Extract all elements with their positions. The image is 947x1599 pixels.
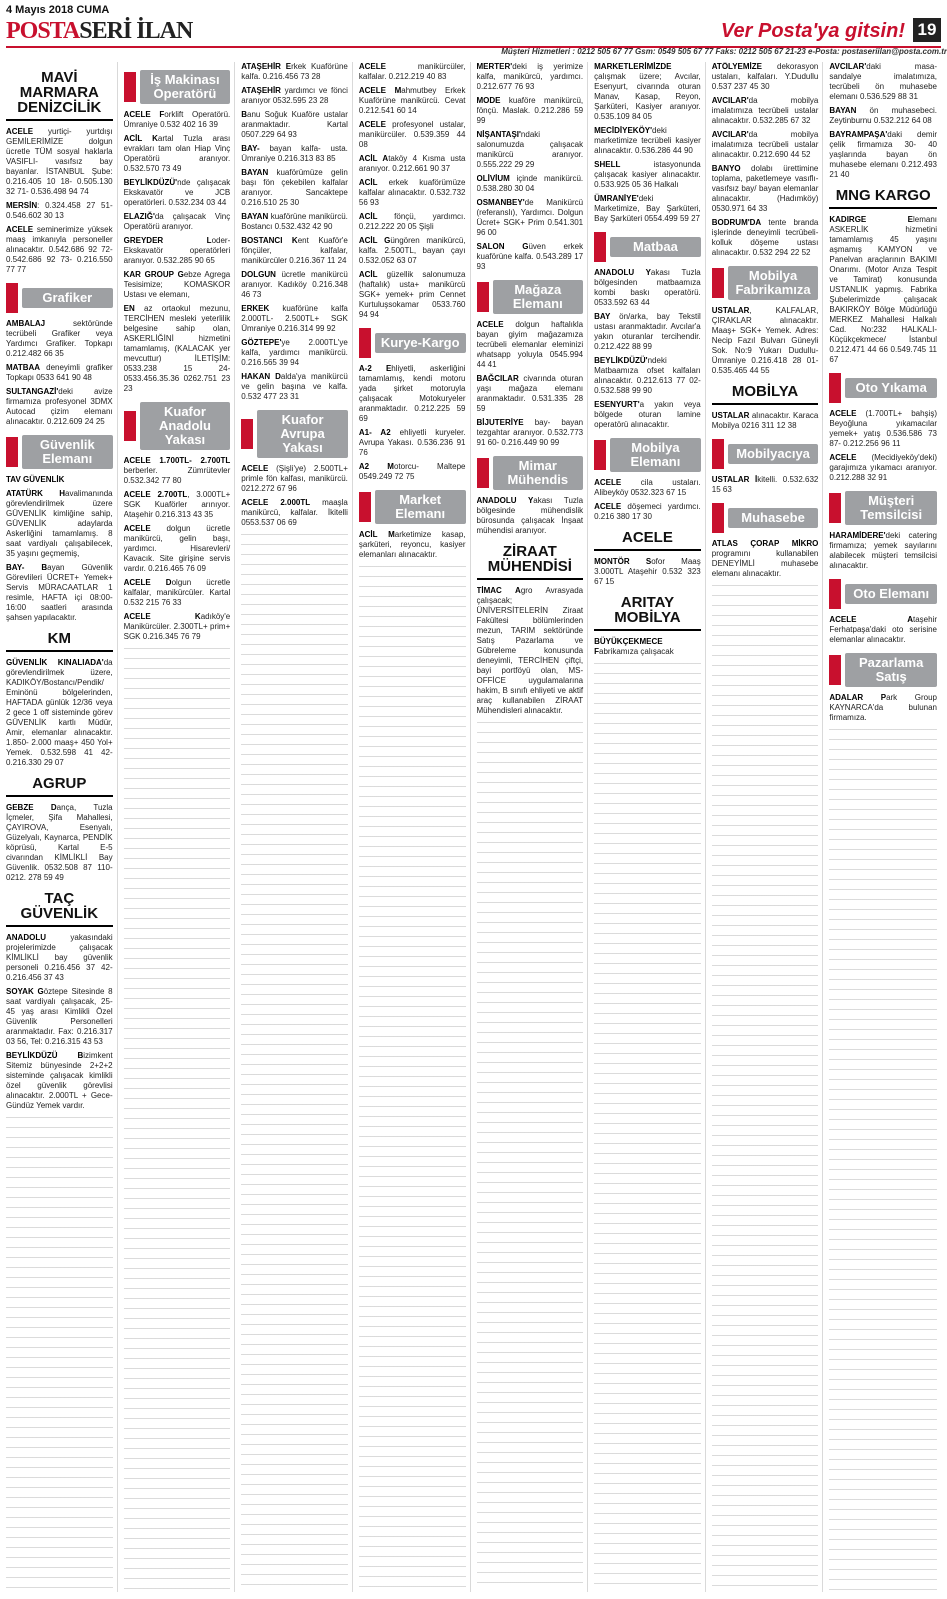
classified-ad: MONTÖR Sofor Maaş 3.000TL Ataşehir 0.532 323 67 15 bbox=[594, 557, 701, 586]
classified-ad: GREYDER Loder- Ekskavatör operatörleri aranıyor. 0.532.285 90 65 bbox=[123, 236, 231, 265]
category-label: Grafiker bbox=[22, 288, 113, 308]
classified-ad: ACELE yurtiçi- yurtdışı GEMİLERİMİZE dolgun ücretle TÜM sosyal haklarla VASIFLI- vasıfsız bay bayanlar. İSTANBUL Şube: 0.216.405 10 18- 0.505.130 32 71- 0.536.498 94 74 bbox=[6, 127, 113, 196]
category-heading bbox=[359, 490, 466, 524]
category-label: Güvenlik Elemanı bbox=[22, 435, 113, 469]
classified-ad: ANADOLU Yakası Tuzla bölgesinden matbaamıza kombi baskı operatörü. 0533.592 63 44 bbox=[594, 268, 701, 307]
classified-ad: ACELE profesyonel ustalar, manikürcüler. 0.539.359 44 08 bbox=[358, 120, 466, 149]
category-heading bbox=[712, 266, 819, 300]
category-marker-icon bbox=[829, 373, 841, 403]
category-heading bbox=[124, 70, 231, 104]
classified-ad: ACELE dolgun haftalıkla bayan giyim mağazamıza tecrübeli elemanlar eleminizi whatsapp yoluyla 0545.994 44 41 bbox=[476, 320, 584, 369]
classified-ad: BOSTANCI Kent Kuaför'e fönçüler, kalfalar, manikürcüler 0.216.367 11 24 bbox=[241, 236, 348, 265]
classified-ad: USTALAR, KALFALAR, ÇIRAKLAR alınacaktır. Maaş+ SGK+ Yemek. Adres: Necip Fazıl Bulvarı Güneyli Sok. No:9 Yukarı Dudullu- Ümraniye 0.216.418 28 01- 0.535.465 44 55 bbox=[711, 306, 819, 375]
section-heading: AGRUP bbox=[6, 772, 113, 797]
classified-ad: MERSİN: 0.324.458 27 51- 0.546.602 30 13 bbox=[6, 201, 113, 220]
category-heading bbox=[712, 503, 819, 533]
category-marker-icon bbox=[359, 328, 371, 358]
category-label: Muhasebe bbox=[728, 508, 819, 528]
classified-ad: ATAŞEHİR Erkek Kuaförüne kalfa. 0.216.456 73 28 bbox=[241, 62, 348, 81]
classified-ad: TİMAC Agro Avrasyada çalışacak; ÜNİVERSİTELERİN Ziraat Fakültesi bölümlerinden mezun, TARIM sektöründe Satış Pazarlama ve Gübreleme konusunda deneyimli, TERCİHEN çiftçi, bayi portföyü olan, MS-OFFİCE uygulamalarına hakim, B sınıfı ehliyeti ve aktif araç kullanabilen ZİRAAT Mühendisleri alınacaktır. bbox=[476, 586, 584, 715]
classified-ad: Banu Soğuk Kuaföre ustalar aranmaktadır. Kartal 0507.229 64 93 bbox=[241, 110, 348, 139]
category-heading bbox=[829, 579, 937, 609]
category-label: Matbaa bbox=[610, 237, 701, 257]
classified-ad: GEBZE Dança, Tuzla İçmeler, Şifa Mahallesi, ÇAYIROVA, Esenyalı, Güzelyalı, Kaynarca, PENDİK köprüsü, Kartal E-5 civarından KİMLİKLİ Bay Güvenlik. 0532.508 87 110- 0212. 278 59 49 bbox=[6, 803, 113, 882]
classified-ad: BEYLİKDÜZÜ Bizimkent Sitemiz bünyesinde 2+2+2 sisteminde çalışacak kimlikli özel güvenlik görevlisi alınacaktır. 2.000TL + Gece- Gündüz Yemek vardır. bbox=[6, 1051, 113, 1110]
category-heading bbox=[6, 435, 113, 469]
classified-ad: BEYLİKDÜZÜ'ndeki Matbaamıza ofset kalfaları alınacaktır. 0.212.613 77 02- 0.532.588 99 90 bbox=[594, 356, 701, 395]
classified-ad: BAYRAMPAŞA'daki demir çelik firmamıza 30- 40 yaşlarında bayan ön muhasebe elemanı 0.212.493 21 40 bbox=[829, 130, 937, 179]
classified-columns bbox=[6, 62, 941, 1592]
category-marker-icon bbox=[712, 439, 724, 469]
category-marker-icon bbox=[829, 655, 841, 685]
category-marker-icon bbox=[124, 72, 136, 102]
classified-ad: ACELE Forklift Operatörü. Ümraniye 0.532 402 16 39 bbox=[123, 110, 231, 129]
classified-ad: ATÖLYEMİZE dekorasyon ustaları, kalfaları. Y.Dudullu 0.537 237 45 30 bbox=[711, 62, 819, 91]
classified-ad: ACİL Güngören manikürcü, kalfa. 2.500TL, bayan çayı 0.532.052 63 07 bbox=[358, 236, 466, 265]
category-marker-icon bbox=[594, 232, 606, 262]
category-label: Kuafor Avrupa Yakası bbox=[257, 410, 348, 458]
category-heading bbox=[829, 653, 937, 687]
remaining-ad-text bbox=[594, 663, 701, 1592]
classified-ad: AMBALAJ sektöründe tecrübeli Grafiker veya Yardımcı Grafiker. Topkapı 0.212.482 66 35 bbox=[6, 319, 113, 358]
section-heading: MOBİLYA bbox=[712, 380, 819, 405]
classified-ad: AVCILAR'da mobilya imalatımıza tecrübeli ustalar alınacaktır. 0.532.285 67 32 bbox=[711, 96, 819, 125]
classified-ad: DOLGUN ücretle manikürcü aranıyor. Kadıköy 0.216.348 46 73 bbox=[241, 270, 348, 299]
classified-ad: USTALAR İkitelli. 0.532.632 15 63 bbox=[711, 475, 819, 494]
classified-ad: KADIRGE Elemanı ASKERLİK hizmetini tamamlamış 45 yaşını aşmamış KAMYON ve Panelvan araçlarının BAKIMI Onarımı. (Motor Arıza Tespit ve Tamirat) konusunda USTANLIK yapmış. Fabrika Şubelerimizde çalışacak BAKIRKÖY Bölge Müdürlüğü MERKEZ Mahallesi Halkalı Cad. No:232 HALKALI- Küçükçekmece/ İstanbul 0.212.471 44 66 0.549.745 11 67 bbox=[829, 215, 937, 364]
classified-ad: ACELE Kadıköy'e Manikürcüler. 2.300TL+ prim+ SGK 0.216.345 76 79 bbox=[123, 612, 231, 641]
category-label: Mobilya Fabrikamıza bbox=[728, 266, 819, 300]
classified-ad: MARKETLERİMİZDE çalışmak üzere; Avcılar, Esenyurt, civarında oturan Manav, Kasap, Reyon, Şarküteri, Kasiyer aranıyor. 0.535.109 84 05 bbox=[594, 62, 701, 121]
classified-ad: MODE kuaföre manikürcü, fönçü. Maslak. 0.212.286 59 99 bbox=[476, 96, 584, 125]
classified-ad: BİJUTERİYE bay- bayan tezgahtar aranıyor. 0.532.773 91 60- 0.216.449 90 99 bbox=[476, 418, 584, 447]
classified-ad: ACİL Marketimize kasap, şarküteri, reyoncu, kasiyer elemanları alınacaktır. bbox=[358, 530, 466, 559]
section-heading: MNG KARGO bbox=[829, 184, 937, 209]
category-marker-icon bbox=[829, 579, 841, 609]
category-label: Kuafor Anadolu Yakası bbox=[140, 402, 231, 450]
classified-ad: USTALAR alınacaktır. Karaca Mobilya 0216 311 12 38 bbox=[711, 411, 819, 430]
classified-ad: AVCILAR'da mobilya imalatımıza tecrübeli ustalar alınacaktır. 0.212.690 44 52 bbox=[711, 130, 819, 159]
classified-ad: ANADOLU yakasındaki projelerimizde çalışacak KİMLİKLİ bay güvenlik personeli 0.216.456 37 42- 0.216.456 37 43 bbox=[6, 933, 113, 982]
classified-ad: NİŞANTAŞI'ndaki salonumuzda çalışacak manikürcü aranıyor. 0.555.222 29 29 bbox=[476, 130, 584, 169]
category-marker-icon bbox=[477, 282, 489, 312]
classified-ad: ACELE Dolgun ücretle kalfalar, manikürcüler. Kartal 0.532 215 76 33 bbox=[123, 578, 231, 607]
category-marker-icon bbox=[594, 440, 606, 470]
classified-ad: GÜVENLİK KINALIADA'da görevlendirilmek üzere, KADIKÖY/Bostancı/Pendik/ Eminönü bölgelerinden, HAFTADA günlük 12/36 veya 2 gece 1 off sisteminde görev GÜVENLİK kartlı Müdür, Amir, elemanlar alınacaktır. 1.850- 2.000 maaş+ 450 Yol+ Yemek. 0.532.598 41 42- 0.216.330 29 07 bbox=[6, 658, 113, 767]
classified-ad: ACİL erkek kuaförümüze kalfalar alınacaktır. 0.532.732 56 93 bbox=[358, 178, 466, 207]
classified-ad: ACELE cila ustaları. Alibeyköy 0532.323 67 15 bbox=[594, 478, 701, 497]
classified-ad: ACELE Ataşehir Ferhatpaşa'daki oto serisine elemanlar alınacaktır. bbox=[829, 615, 937, 644]
classified-ad: ADALAR Park Group KAYNARCA'da bulunan firmamıza. bbox=[829, 693, 937, 722]
remaining-ad-text bbox=[6, 1117, 113, 1592]
section-heading: ZİRAAT MÜHENDİSİ bbox=[477, 540, 584, 580]
category-marker-icon bbox=[6, 283, 18, 313]
category-label: Müşteri Temsilcisi bbox=[845, 491, 937, 525]
ad-column bbox=[359, 62, 471, 1592]
classified-ad: ACELE 1.700TL- 2.700TL berberler. Zümrütevler 0.532.342 77 80 bbox=[123, 456, 231, 485]
ad-column bbox=[594, 62, 706, 1592]
classified-ad: ACELE (1.700TL+ bahşiş) Beyoğluna yıkamacılar yemek+ yatış 0.536.586 73 87- 0.212.256 96 11 bbox=[829, 409, 937, 448]
category-marker-icon bbox=[6, 437, 18, 467]
classified-ad: MERTER'deki iş yerimize kalfa, manikürcü, yardımcı. 0.212.677 76 93 bbox=[476, 62, 584, 91]
category-label: İş Makinası Operatörü bbox=[140, 70, 231, 104]
logo-posta-text: POSTA bbox=[6, 18, 80, 44]
classified-ad: BAY ön/arka, bay Tekstil ustası aranmaktadır. Avcılar'a yakın oturanlar tercihendir. 0.212.422 88 99 bbox=[594, 312, 701, 351]
category-heading bbox=[594, 232, 701, 262]
classified-ad: ERKEK kuaförüne kalfa 2.000TL- 2.500TL+ SGK Ümraniye 0.216.314 99 92 bbox=[241, 304, 348, 333]
ad-column bbox=[124, 62, 236, 1592]
category-marker-icon bbox=[712, 268, 724, 298]
classified-ad: ACELE dolgun ücretle manikürcü, gelin başı, yardımcı. Hisarevleri/ Kavacık. Site girişine servis vardır. 0.216.465 76 09 bbox=[123, 524, 231, 573]
classified-ad: EN az ortaokul mezunu, TERCİHEN mesleki yeterlilik belgesine sahip olan, ASKERLİĞİNİ hizmetini tamamlamış, (KALACAK yer mevcuttur) İLETİŞİM: 0533.238 15 24- 0533.456.35.36 0262.751 23 23 bbox=[123, 304, 231, 393]
classified-ad: ACELE manikürcüler, kalfalar. 0.212.219 40 83 bbox=[358, 62, 466, 81]
classified-ad: BEYLİKDÜZÜ'nde çalışacak Ekskavatör ve JCB operatörleri. 0.532.234 03 44 bbox=[123, 178, 231, 207]
ad-column bbox=[477, 62, 589, 1592]
classified-ad: BAYAN kuaförüne manikürcü. Bostancı 0.532.432 42 90 bbox=[241, 212, 348, 231]
classified-ad: OLİVİUM içinde manikürcü. 0.538.280 30 04 bbox=[476, 174, 584, 193]
logo-seri-ilan-text: SERİ İLAN bbox=[79, 18, 193, 44]
classified-ad: ELAZIĞ'da çalışacak Vinç Operatörü aranıyor. bbox=[123, 212, 231, 231]
category-label: Oto Yıkama bbox=[845, 378, 937, 398]
category-marker-icon bbox=[241, 419, 253, 449]
classified-ad: MATBAA deneyimli grafiker Topkapı 0533 641 90 48 bbox=[6, 363, 113, 382]
ad-column bbox=[829, 62, 941, 1592]
category-heading bbox=[594, 438, 701, 472]
classified-ad: ESENYURT'a yakın veya bölgede oturan lamine operatörü alınacaktır. bbox=[594, 400, 701, 429]
customer-service-contact: Müşteri Hizmetleri : 0212 505 67 77 Gsm: 0549 505 67 77 Faks: 0212 505 67 21-23 e-Posta: postaseriilan@posta.com.tr bbox=[501, 47, 947, 56]
classified-ad: BAY- bayan kalfa- usta. Ümraniye 0.216.313 83 85 bbox=[241, 144, 348, 163]
category-label: Pazarlama Satış bbox=[845, 653, 937, 687]
category-marker-icon bbox=[829, 493, 841, 523]
classified-ad: ACİL fönçü, yardımcı. 0.212.222 20 05 Şişli bbox=[358, 212, 466, 231]
category-heading bbox=[829, 491, 937, 525]
classified-ad: SALON Güven erkek kuaförüne kalfa. 0.543.289 17 93 bbox=[476, 242, 584, 271]
classified-ad: ACELE 2.000TL maaşla manikürcü, kalfalar. İkitelli 0553.537 06 69 bbox=[241, 498, 348, 527]
classified-ad: ACELE (Şişli'ye) 2.500TL+ primle fön kalfası, manikürcü. 0212.272 67 96 bbox=[241, 464, 348, 493]
classified-ad: ANADOLU Yakası Tuzla bölgesinde mühendislik bürosunda çalışacak İnşaat mühendisi aranıyor. bbox=[476, 496, 584, 535]
classified-ad: OSMANBEY'de Manikürcü (referanslı), Yardımcı. Dolgun Ücret+ SGK+ Prim 0.541.301 96 00 bbox=[476, 198, 584, 237]
remaining-ad-text bbox=[241, 534, 348, 1592]
section-heading: ARITAY MOBİLYA bbox=[594, 591, 701, 631]
classified-ad: SHELL istasyonunda çalışacak kasiyer alınacaktır. 0.533.925 05 36 Halkalı bbox=[594, 160, 701, 189]
classified-ad: MECİDİYEKÖY'deki marketimize tecrübeli kasiyer alınacaktır. 0.536.286 44 90 bbox=[594, 126, 701, 155]
remaining-ad-text bbox=[124, 648, 231, 1592]
category-label: Mağaza Elemanı bbox=[493, 280, 584, 314]
section-heading: TAÇ GÜVENLİK bbox=[6, 887, 113, 927]
category-marker-icon bbox=[124, 411, 136, 441]
classified-ad: A2 Motorcu- Maltepe 0549.249 72 75 bbox=[358, 462, 466, 481]
section-heading: MAVİ MARMARA DENİZCİLİK bbox=[6, 66, 113, 121]
classified-ad: ACELE seminerimize yüksek maaş imkanıyla personeller alınacaktır. 0.542.686 92 72- 0.542.686 92 73- 0.216.550 77 77 bbox=[6, 225, 113, 274]
classified-ad: BANYO dolabı ürettimine toplama, paketlemeye vasıflı- vasıfsız bay/ bayan elemanlar alınacaktır. (Hadımköy) 0530.971 64 33 bbox=[711, 164, 819, 213]
category-label: Mimar Mühendis bbox=[493, 456, 584, 490]
remaining-ad-text bbox=[477, 722, 584, 1592]
classified-ad: BAY- Bayan Güvenlik Görevlileri ÜCRET+ Yemek+ Servis MÜRACAATLAR 1 resimle, HAFTA içi 08:00-16:00 saatleri arasında şahsen yapılacaktır. bbox=[6, 563, 113, 622]
ad-column bbox=[241, 62, 353, 1592]
classified-ad: BODRUM'DA tente branda işlerinde deneyimli tecrübeli- kolluk döşeme ustası alınacaktır. 0.532 294 22 52 bbox=[711, 218, 819, 257]
slogan: Ver Posta'ya gitsin! bbox=[720, 20, 905, 42]
remaining-ad-text bbox=[359, 566, 466, 1592]
classified-ad: ACELE (Mecidiyeköy'deki) garajımıza yıkamacı aranıyor. 0.212.288 32 91 bbox=[829, 453, 937, 482]
category-marker-icon bbox=[359, 492, 371, 522]
remaining-ad-text bbox=[712, 585, 819, 1592]
classified-ad: ACELE döşemeci yardımcı. 0.216 380 17 30 bbox=[594, 502, 701, 521]
classified-ad: BAYAN ön muhasebeci. Zeytinburnu 0.532.212 64 08 bbox=[829, 106, 937, 125]
page-number: 19 bbox=[913, 18, 941, 42]
classified-ad: SOYAK Göztepe Sitesinde 8 saat vardiyalı çalışacak, 25- 45 yaş arası Kimlikli Özel Güvenlik Personelleri aranmaktadır. Fax: 0.216.317 03 56, Tel: 0.216.315 43 53 bbox=[6, 987, 113, 1046]
category-label: Oto Elemanı bbox=[845, 584, 937, 604]
section-heading: KM bbox=[6, 627, 113, 652]
category-heading bbox=[124, 402, 231, 450]
category-label: Kurye-Kargo bbox=[375, 333, 466, 353]
category-marker-icon bbox=[712, 503, 724, 533]
category-label: Mobilya Elemanı bbox=[610, 438, 701, 472]
classified-ad: ACİL Ataköy 4 Kısma usta aranıyor. 0.212.661 90 37 bbox=[358, 154, 466, 173]
classified-ad: ACELE Mahmutbey Erkek Kuaförüne manikürcü. Cevat 0.212.541 60 14 bbox=[358, 86, 466, 115]
classified-ad: TAV GÜVENLİK bbox=[6, 475, 65, 484]
classified-ad: GÖZTEPE'ye 2.000TL'ye kalfa, yardımcı manikürcü. 0.216.565 39 94 bbox=[241, 338, 348, 367]
classified-ad: ACİL Kartal Tuzla arası evrakları tam olan Hiap Vinç Operatörü aranıyor. 0.532.570 73 49 bbox=[123, 134, 231, 173]
classified-ad: AVCILAR'daki masa- sandalye imalatımıza, tecrübeli ön muhasebe elemanı 0.536.529 88 31 bbox=[829, 62, 937, 101]
ad-column bbox=[6, 62, 118, 1592]
classified-ad: KAR GROUP Gebze Agrega Tesisimize; KOMASKOR Ustası ve elemanı, bbox=[123, 270, 231, 299]
posta-seri-ilan-logo bbox=[6, 18, 192, 46]
classified-ad: BAĞCILAR civarında oturan yaşı mağaza elemanı aranmaktadır. 0.531.335 28 59 bbox=[476, 374, 584, 413]
classified-ad: ATAŞEHİR yardımcı ve fönci aranıyor 0532.595 23 28 bbox=[241, 86, 348, 105]
category-heading bbox=[712, 439, 819, 469]
category-marker-icon bbox=[477, 458, 489, 488]
page-header bbox=[6, 18, 941, 48]
classified-ad: BAYAN kuaförümüze gelin başı fön çekebilen kalfalar aranıyor. Sancaktepe 0.216.510 25 30 bbox=[241, 168, 348, 207]
section-heading: ACELE bbox=[594, 526, 701, 551]
category-heading bbox=[6, 283, 113, 313]
classified-ad: HARAMİDERE'deki catering firmamıza; yemek sayılarını alabilecek müşteri temsilcisi alınacaktır. bbox=[829, 531, 937, 570]
category-heading bbox=[359, 328, 466, 358]
classified-ad: ACİL güzellik salonumuza (haftalık) usta+ manikürcü SGK+ yemek+ prim Cennet Kurtuluşsokamar 0533.760 94 94 bbox=[358, 270, 466, 319]
category-heading bbox=[477, 456, 584, 490]
classified-ad: ATLAS ÇORAP MİKRO programını kullanabilen DENEYİMLİ muhasebe elemanı alınacaktır. bbox=[711, 539, 819, 578]
category-label: Market Elemanı bbox=[375, 490, 466, 524]
classified-ad: ÜMRANİYE'deki Marketimize, Bay Şarküteri, Bay Şarküteri 0554.499 59 27 bbox=[594, 194, 701, 223]
classified-ad: HAKAN Dalda'ya manikürcü ve gelin başına ve kalfa. 0.532 477 23 31 bbox=[241, 372, 348, 401]
category-heading bbox=[477, 280, 584, 314]
category-label: Mobilyacıya bbox=[728, 444, 819, 464]
classified-ad: SULTANGAZİ'deki avize firmamıza profesyonel 3DMX Autocad çizim elemanı alınacaktır. 0.212.609 24 25 bbox=[6, 387, 113, 426]
category-heading bbox=[241, 410, 348, 458]
issue-date: 4 Mayıs 2018 CUMA bbox=[6, 4, 110, 16]
category-heading bbox=[829, 373, 937, 403]
ad-column bbox=[712, 62, 824, 1592]
classified-ad: A-2 Ehliyetli, askerliğini tamamlamış, kendi motoru yada şirket motoruyla çalışacak Motokuryeler aranmaktadır. 0.212.225 59 69 bbox=[358, 364, 466, 423]
classified-ad: ATATÜRK Havalimanında görevlendirilmek üzere GÜVENLİK kimliğine sahip, GÜVENLİK adaylarda Askerliğini tamamlamış. 8 saat vardiyalı çalışabilecek, 35 yaşını geçmemiş, bbox=[6, 489, 113, 558]
classified-ad: A1- A2 ehliyetli kuryeler. Avrupa Yakası. 0.536.236 91 76 bbox=[358, 428, 466, 457]
classified-ad: ACELE 2.700TL, 3.000TL+ SGK Kuaförler arınıyor. Ataşehir 0.216.313 43 35 bbox=[123, 490, 231, 519]
classified-ad: BÜYÜKÇEKMECE Fabrikamıza çalışacak bbox=[594, 637, 674, 656]
remaining-ad-text bbox=[829, 729, 937, 1592]
